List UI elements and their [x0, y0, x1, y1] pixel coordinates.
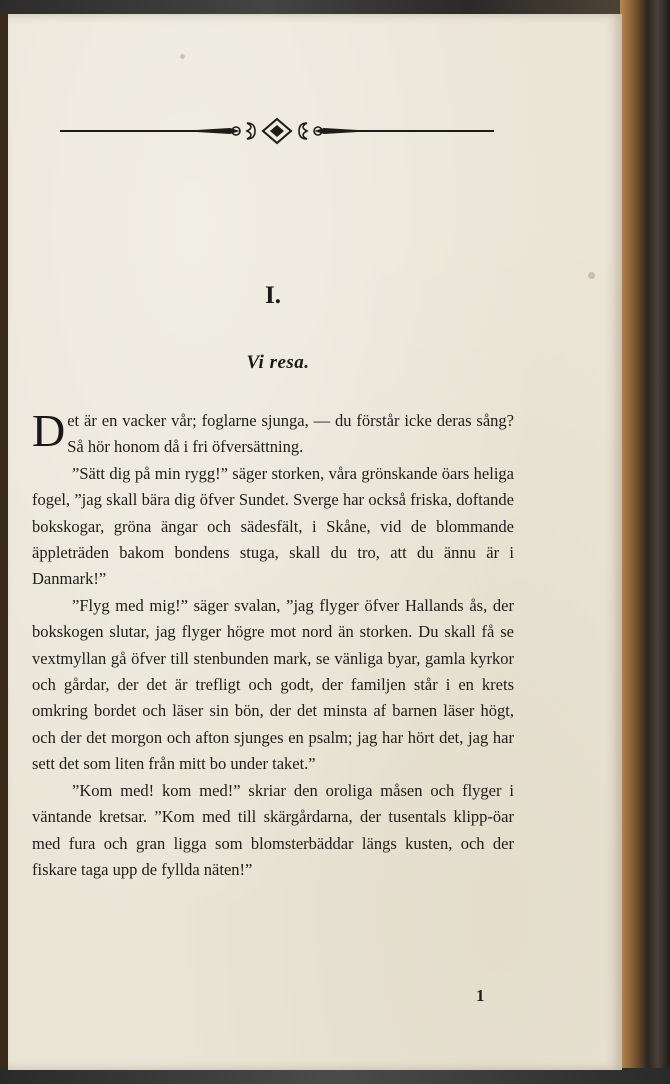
page-top-edge	[0, 0, 670, 14]
drop-cap: D	[32, 405, 66, 456]
paragraph-text: et är en vacker vår; foglarne sjunga, — du förstår icke deras sång? Så hör honom då i fri öfversättning.	[67, 411, 514, 457]
paragraph: ”Flyg med mig!” säger svalan, ”jag flyger öfver Hallands ås, der bokskogen slutar, jag flyger högre mot nord än storken. Du skall få se vextmyllan gå öfver till stenbunden mark, se vänliga byar, gamla kyrkor och gårdar, der det är trefligt och godt, der familjen står i en krets omkring bordet och läser sin bön, der det minsta af barnen läser högt, och der det morgon och afton sjunges en psalm; jag har hört det, jag har sett det som liten från mitt bo under taket.”	[32, 595, 514, 774]
chapter-body	[32, 405, 514, 883]
book-page	[8, 14, 622, 1070]
chapter-number: I.	[265, 282, 281, 309]
chapter-title: Vi resa.	[246, 352, 310, 373]
paragraph: ”Sätt dig på min rygg!” säger storken, våra grönskande öars heliga fogel, ”jag skall bära dig öfver Sundet. Sverge har också friska, doftande bokskogar, gröna ängar och sädesfält, i Skåne, vid de blommande äppleträden bakom bondens stuga, skall du tro, att du ännu är i Danmark!”	[32, 463, 514, 589]
page-bottom-edge	[0, 1068, 670, 1084]
ornamental-rule-icon	[60, 114, 494, 148]
paper-stain	[588, 272, 595, 279]
book-binding-edge	[620, 0, 670, 1084]
page-number: 1	[476, 986, 485, 1005]
paragraph: ”Kom med! kom med!” skriar den oroliga måsen och flyger i väntande kretsar. ”Kom med till skärgårdarna, der tusentals klipp-öar med fura och gran ligga som blomsterbäddar längs kusten, och der fiskare taga upp de fyllda näten!”	[32, 780, 514, 879]
paragraph	[32, 405, 514, 461]
paper-stain	[180, 54, 185, 59]
